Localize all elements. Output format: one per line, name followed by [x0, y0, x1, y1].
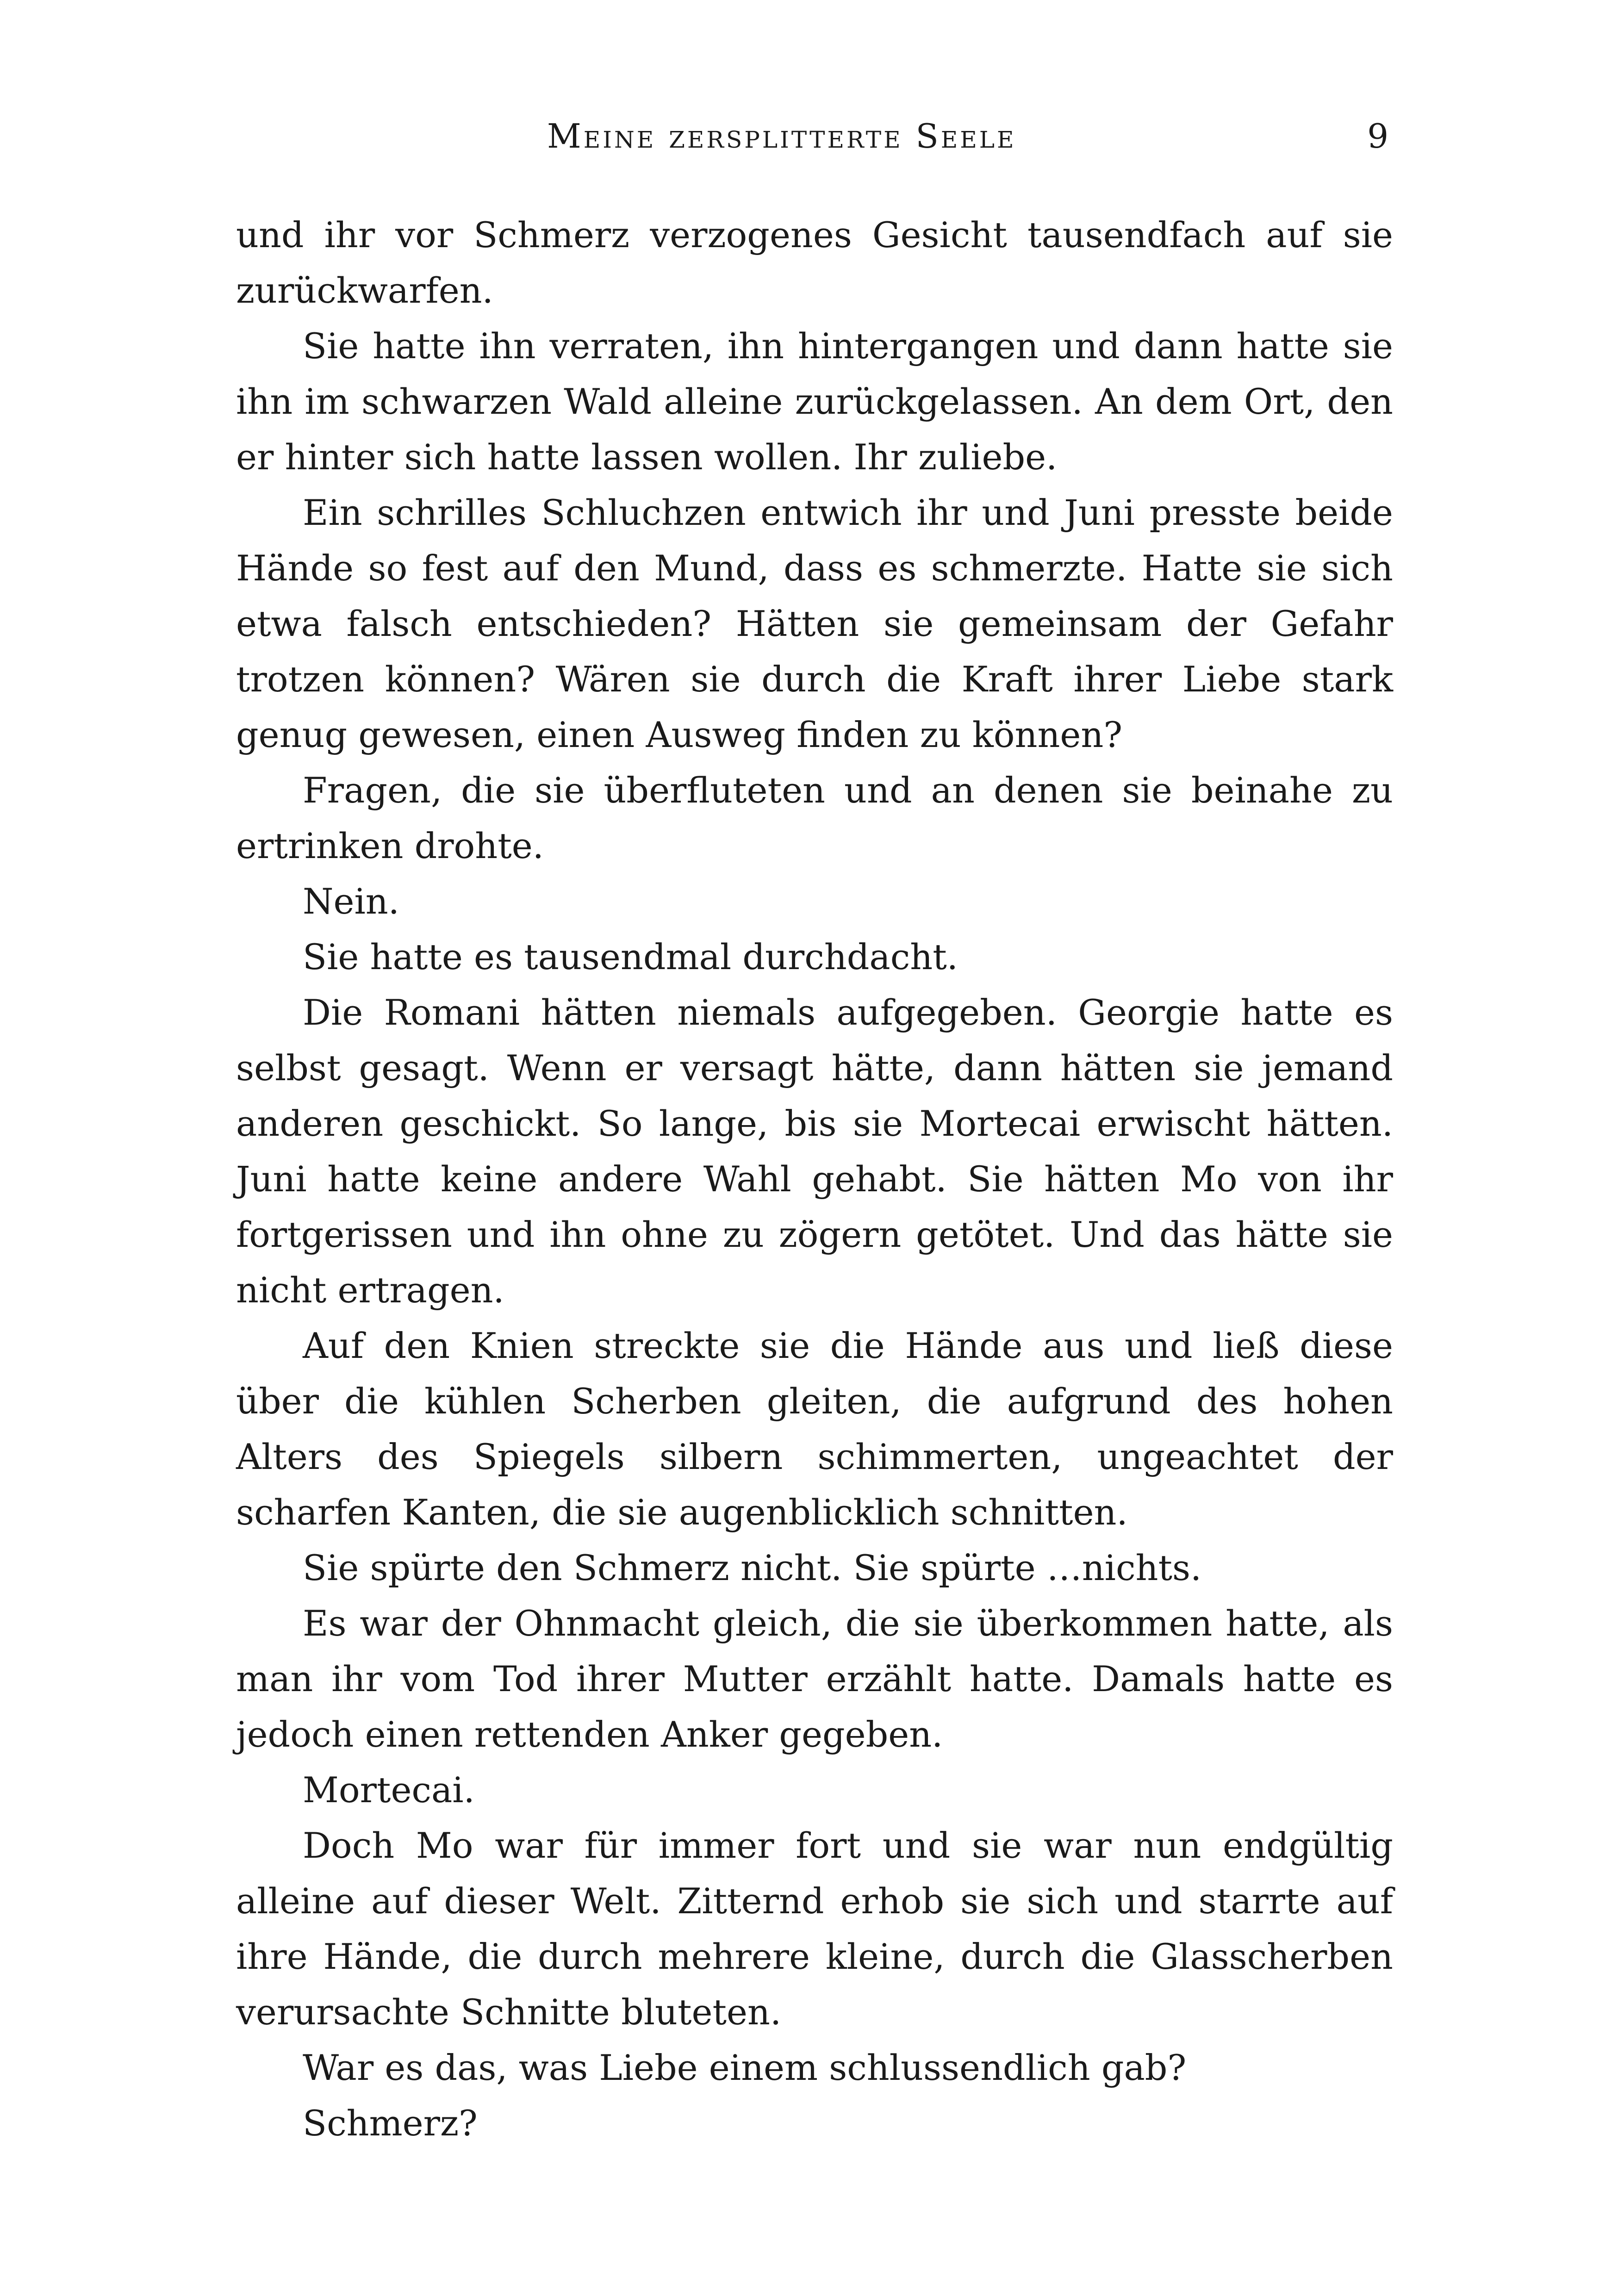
- page-number: 9: [1367, 117, 1388, 156]
- paragraph: Auf den Knien streckte sie die Hände aus und ließ diese über die kühlen Scherben gleiten, die aufgrund des hohen Alters des Spiegels silbern schimmerten, ungeachtet der scharfen Kanten, die sie augenblicklich schnitten.: [236, 1325, 1393, 1533]
- paragraph: Schmerz?: [303, 2103, 478, 2144]
- paragraph: Nein.: [303, 881, 399, 922]
- running-title: Meine zersplitterte Seele: [547, 117, 1016, 156]
- paragraph: War es das, was Liebe einem schlussendlich gab?: [303, 2047, 1187, 2088]
- paragraph: Es war der Ohnmacht gleich, die sie überkommen hatte, als man ihr vom Tod ihrer Mutter erzählt hatte. Damals hatte es jedoch einen rettenden Anker gegeben.: [236, 1603, 1393, 1755]
- paragraph: Mortecai.: [303, 1769, 475, 1811]
- paragraph: Doch Mo war für immer fort und sie war nun endgültig alleine auf dieser Welt. Zitternd erhob sie sich und starrte auf ihre Hände, die durch mehrere kleine, durch die Glasscherben verursachte Schnitte bluteten.: [236, 1825, 1393, 2033]
- paragraph: und ihr vor Schmerz verzogenes Gesicht tausendfach auf sie zurückwarfen.: [236, 214, 1393, 311]
- paragraph: Sie hatte es tausendmal durchdacht.: [303, 936, 958, 977]
- paragraph: Fragen, die sie überfluteten und an denen sie beinahe zu ertrinken drohte.: [236, 770, 1393, 866]
- paragraph: Sie spürte den Schmerz nicht. Sie spürte …nichts.: [303, 1547, 1202, 1588]
- paragraph: Die Romani hätten niemals aufgegeben. Georgie hatte es selbst gesagt. Wenn er versagt hätte, dann hätten sie jemand anderen geschickt. So lange, bis sie Mortecai erwischt hätten. Juni hatte keine andere Wahl gehabt. Sie hätten Mo von ihr fortgerissen und ihn ohne zu zögern getötet. Und das hätte sie nicht ertragen.: [236, 992, 1393, 1311]
- body-text: [236, 207, 1393, 2151]
- paragraph: Ein schrilles Schluchzen entwich ihr und Juni presste beide Hände so fest auf den Mund, dass es schmerzte. Hatte sie sich etwa falsch entschieden? Hätten sie gemeinsam der Gefahr trotzen können? Wären sie durch die Kraft ihrer Liebe stark genug gewesen, einen Ausweg finden zu können?: [236, 492, 1393, 755]
- paragraph: Sie hatte ihn verraten, ihn hintergangen und dann hatte sie ihn im schwarzen Wald alleine zurückgelassen. An dem Ort, den er hinter sich hatte lassen wollen. Ihr zuliebe.: [236, 325, 1393, 478]
